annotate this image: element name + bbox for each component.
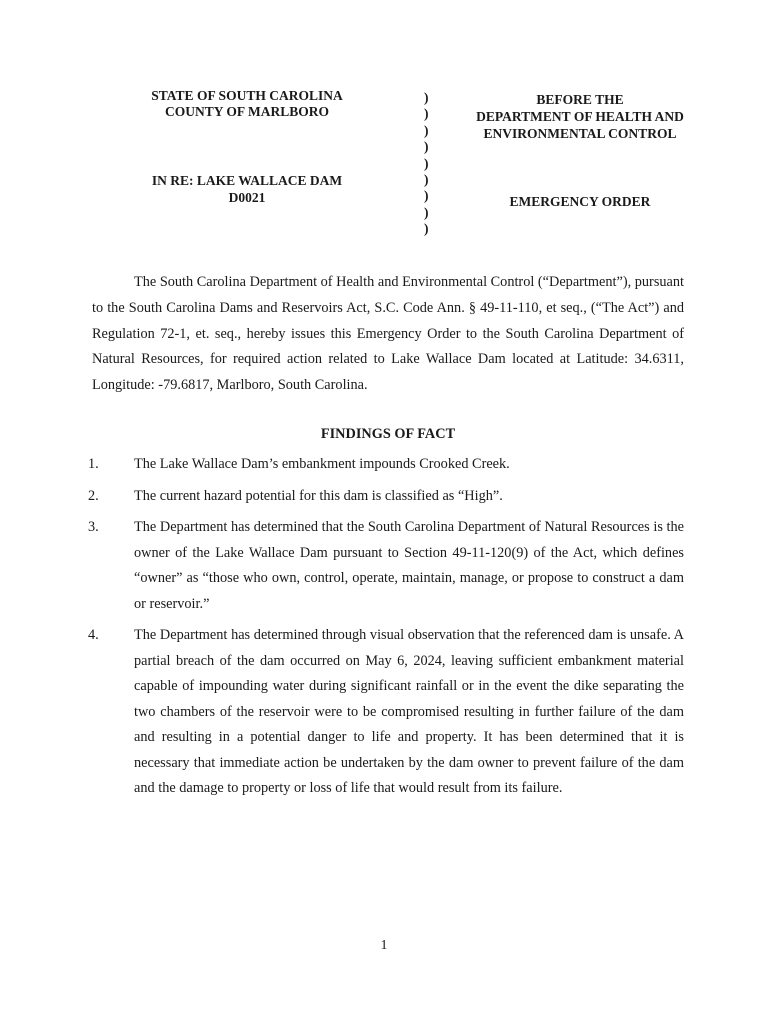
caption-paren: ) [424, 221, 429, 237]
finding-number: 3. [88, 519, 99, 535]
finding-item [88, 623, 684, 802]
order-type: EMERGENCY ORDER [509, 194, 651, 209]
caption-paren: ) [424, 172, 429, 188]
page-number: 1 [380, 938, 388, 953]
finding-text: The Department has determined through visual observation that the referenced dam is unsafe. A partial breach of the dam occurred on May 6, 2024, leaving sufficient embankment material capable of impounding water during significant rainfall or in the event the dike separating the two chambers of the reservoir were to be compromised resulting in further failure of the dam and resulting in a potential danger to life and property. It has been determined that it is necessary that immediate action be undertaken by the dam owner to prevent failure of the dam and the damage to property or loss of life that would result from its failure. [134, 627, 684, 796]
before-the: BEFORE THE [536, 92, 624, 107]
finding-text: The Lake Wallace Dam’s embankment impounds Crooked Creek. [134, 456, 510, 472]
intro-paragraph: The South Carolina Department of Health and Environmental Control (“Department”), pursuant to the South Carolina Dams and Reservoirs Act, S.C. Code Ann. § 49-11-110, et seq., (“The Act”) and Regulation 72-1, et. seq., hereby issues this Emergency Order to the South Carolina Department of Natural Resources, for required action related to Lake Wallace Dam located at Latitude: 34.6311, Longitude: -79.6817, Marlboro, South Carolina. [92, 274, 684, 394]
finding-text: The current hazard potential for this dam is classified as “High”. [134, 487, 503, 504]
caption-paren: ) [424, 139, 429, 155]
findings-list [88, 452, 684, 808]
caption-agency [460, 91, 700, 142]
finding-item [88, 484, 684, 510]
county-name: COUNTY OF MARLBORO [165, 104, 329, 119]
caption-paren: ) [424, 155, 429, 171]
dam-id: D0021 [228, 190, 266, 205]
finding-item [88, 515, 684, 617]
findings-heading: FINDINGS OF FACT [320, 426, 456, 442]
caption-jurisdiction [92, 88, 402, 120]
state-name: STATE OF SOUTH CAROLINA [151, 88, 343, 103]
finding-text: The Department has determined that the South Carolina Department of Natural Resources is the owner of the Lake Wallace Dam pursuant to Section 49-11-120(9) of the Act, which defines “owner” as “those who own, control, operate, maintain, manage, or propose to construct a dam or reservoir.” [134, 519, 684, 612]
caption-parentheses [424, 90, 436, 238]
finding-number: 4. [88, 627, 99, 643]
in-re-dam-name: IN RE: LAKE WALLACE DAM [151, 173, 343, 188]
agency-name-line1: DEPARTMENT OF HEALTH AND [476, 109, 684, 124]
caption-paren: ) [424, 90, 429, 105]
caption-paren: ) [424, 106, 429, 122]
finding-number: 2. [88, 487, 99, 504]
caption-paren: ) [424, 188, 429, 204]
agency-name-line2: ENVIRONMENTAL CONTROL [483, 126, 677, 141]
case-title [92, 172, 402, 206]
caption-paren: ) [424, 122, 429, 138]
finding-number: 1. [88, 456, 99, 472]
caption-paren: ) [424, 204, 429, 220]
finding-item [88, 452, 684, 478]
